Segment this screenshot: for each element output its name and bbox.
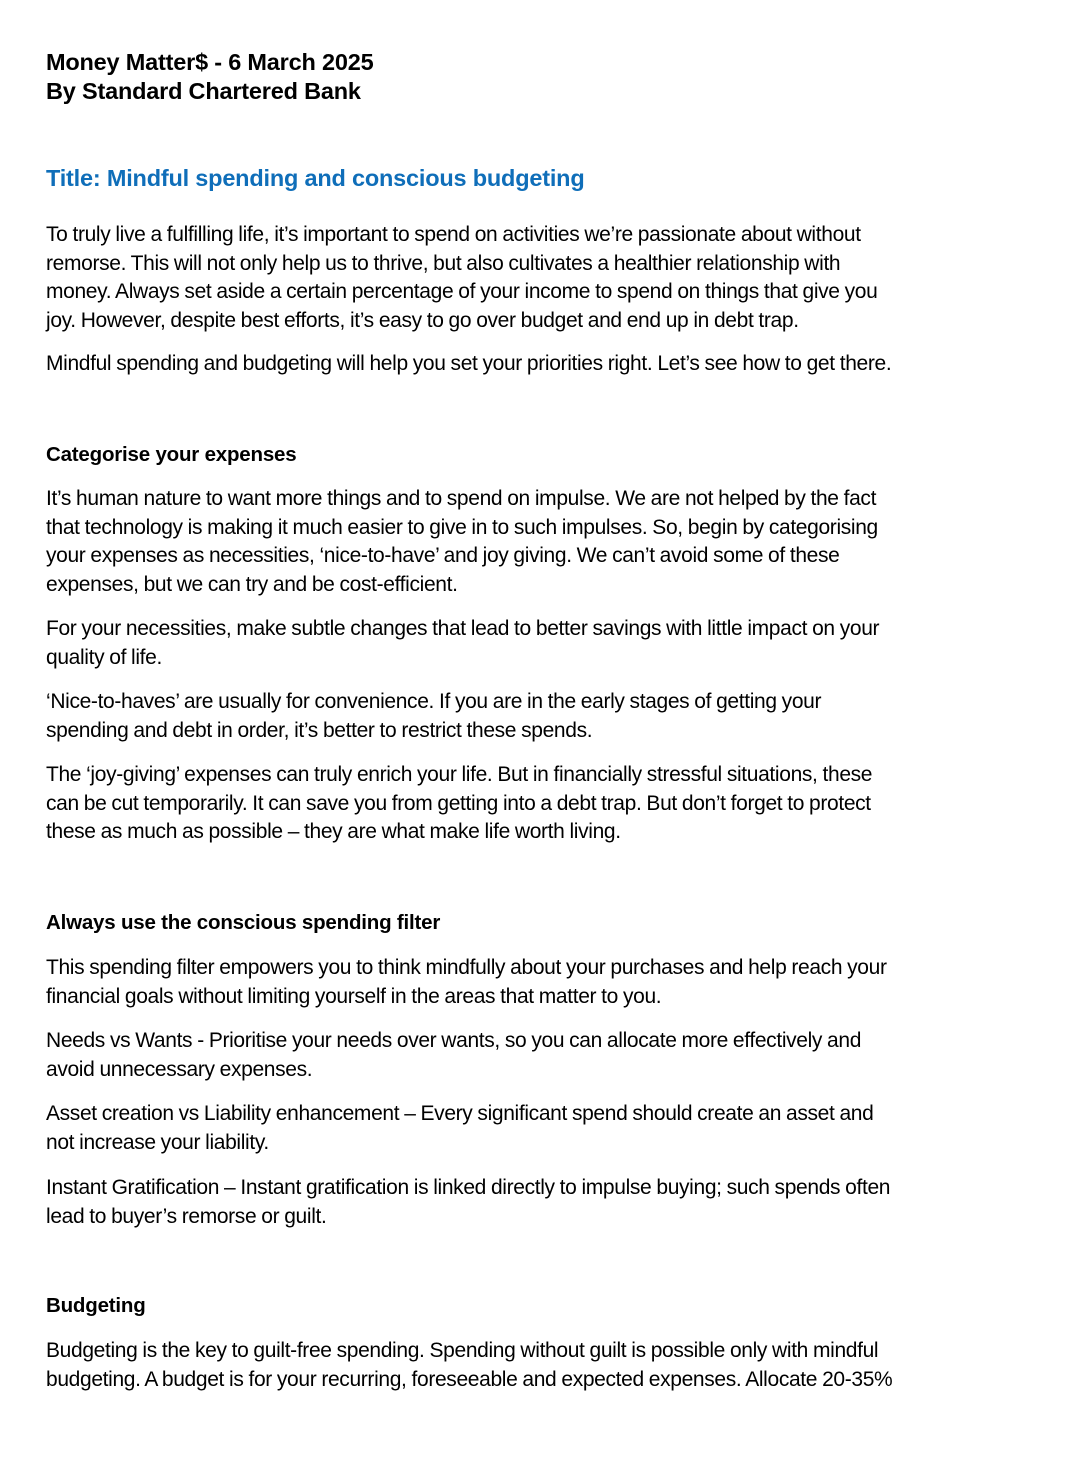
- text-line: spending and debt in order, it’s better to restrict these spends.: [46, 718, 593, 742]
- section-paragraph: [46, 1027, 1036, 1084]
- intro-paragraph: [46, 350, 1036, 379]
- text-line: Budgeting is the key to guilt-free spending. Spending without guilt is possible only with mindful: [46, 1339, 879, 1362]
- section-heading: Categorise your expenses: [46, 443, 297, 466]
- section-paragraph: [46, 615, 1036, 672]
- text-line: This spending filter empowers you to think mindfully about your purchases and help reach your: [46, 956, 887, 979]
- text-line: avoid unnecessary expenses.: [46, 1057, 313, 1081]
- section-categorise-expenses: [46, 441, 1036, 469]
- section-paragraph: [46, 1337, 1036, 1394]
- section-paragraph: [46, 761, 1036, 847]
- text-line: that technology is making it much easier to give in to such impulses. So, begin by categorising: [46, 515, 878, 539]
- section-heading: Budgeting: [46, 1294, 146, 1317]
- text-line: expenses, but we can try and be cost-efficient.: [46, 572, 458, 596]
- text-line: these as much as possible – they are what make life worth living.: [46, 820, 621, 844]
- text-line: Asset creation vs Liability enhancement – Every significant spend should create an asset and: [46, 1102, 874, 1125]
- text-line: lead to buyer’s remorse or guilt.: [46, 1204, 327, 1228]
- text-line: For your necessities, make subtle changes that lead to better savings with little impact on your: [46, 617, 880, 640]
- text-line: can be cut temporarily. It can save you from getting into a debt trap. But don’t forget to protect: [46, 791, 871, 815]
- text-line: To truly live a fulfilling life, it’s important to spend on activities we’re passionate about without: [46, 223, 861, 246]
- text-line: Instant Gratification – Instant gratification is linked directly to impulse buying; such spends often: [46, 1176, 891, 1199]
- section-paragraph: [46, 485, 1036, 599]
- document-title: Title: Mindful spending and conscious budgeting: [46, 165, 585, 191]
- text-line: remorse. This will not only help us to thrive, but also cultivates a healthier relationship with: [46, 251, 841, 275]
- intro-paragraph: [46, 221, 1036, 335]
- text-line: not increase your liability.: [46, 1130, 269, 1154]
- section-heading: Always use the conscious spending filter: [46, 911, 441, 934]
- text-line: ‘Nice-to-haves’ are usually for convenience. If you are in the early stages of getting your: [46, 690, 822, 713]
- publisher-line: By Standard Chartered Bank: [46, 78, 361, 104]
- text-line: financial goals without limiting yourself in the areas that matter to you.: [46, 984, 662, 1008]
- text-line: The ‘joy-giving’ expenses can truly enrich your life. But in financially stressful situations, these: [46, 763, 873, 786]
- publication-date-line: Money Matter$ - 6 March 2025: [46, 49, 374, 75]
- text-line: joy. However, despite best efforts, it’s easy to go over budget and end up in debt trap.: [46, 308, 799, 332]
- section-paragraph: [46, 688, 1036, 745]
- text-line: money. Always set aside a certain percentage of your income to spend on things that give you: [46, 280, 878, 304]
- section-spending-filter: [46, 909, 1036, 937]
- section-paragraph: [46, 954, 1036, 1011]
- text-line: It’s human nature to want more things and to spend on impulse. We are not helped by the fact: [46, 487, 877, 510]
- text-line: Mindful spending and budgeting will help you set your priorities right. Let’s see how to get there.: [46, 352, 892, 375]
- section-budgeting: [46, 1292, 1036, 1320]
- section-paragraph: [46, 1174, 1036, 1231]
- text-line: Needs vs Wants - Prioritise your needs over wants, so you can allocate more effectively and: [46, 1029, 862, 1052]
- text-line: quality of life.: [46, 645, 162, 669]
- text-line: budgeting. A budget is for your recurring, foreseeable and expected expenses. Allocate 20-35%: [46, 1367, 893, 1391]
- text-line: your expenses as necessities, ‘nice-to-have’ and joy giving. We can’t avoid some of these: [46, 544, 840, 568]
- section-paragraph: [46, 1100, 1036, 1157]
- masthead: [46, 48, 373, 106]
